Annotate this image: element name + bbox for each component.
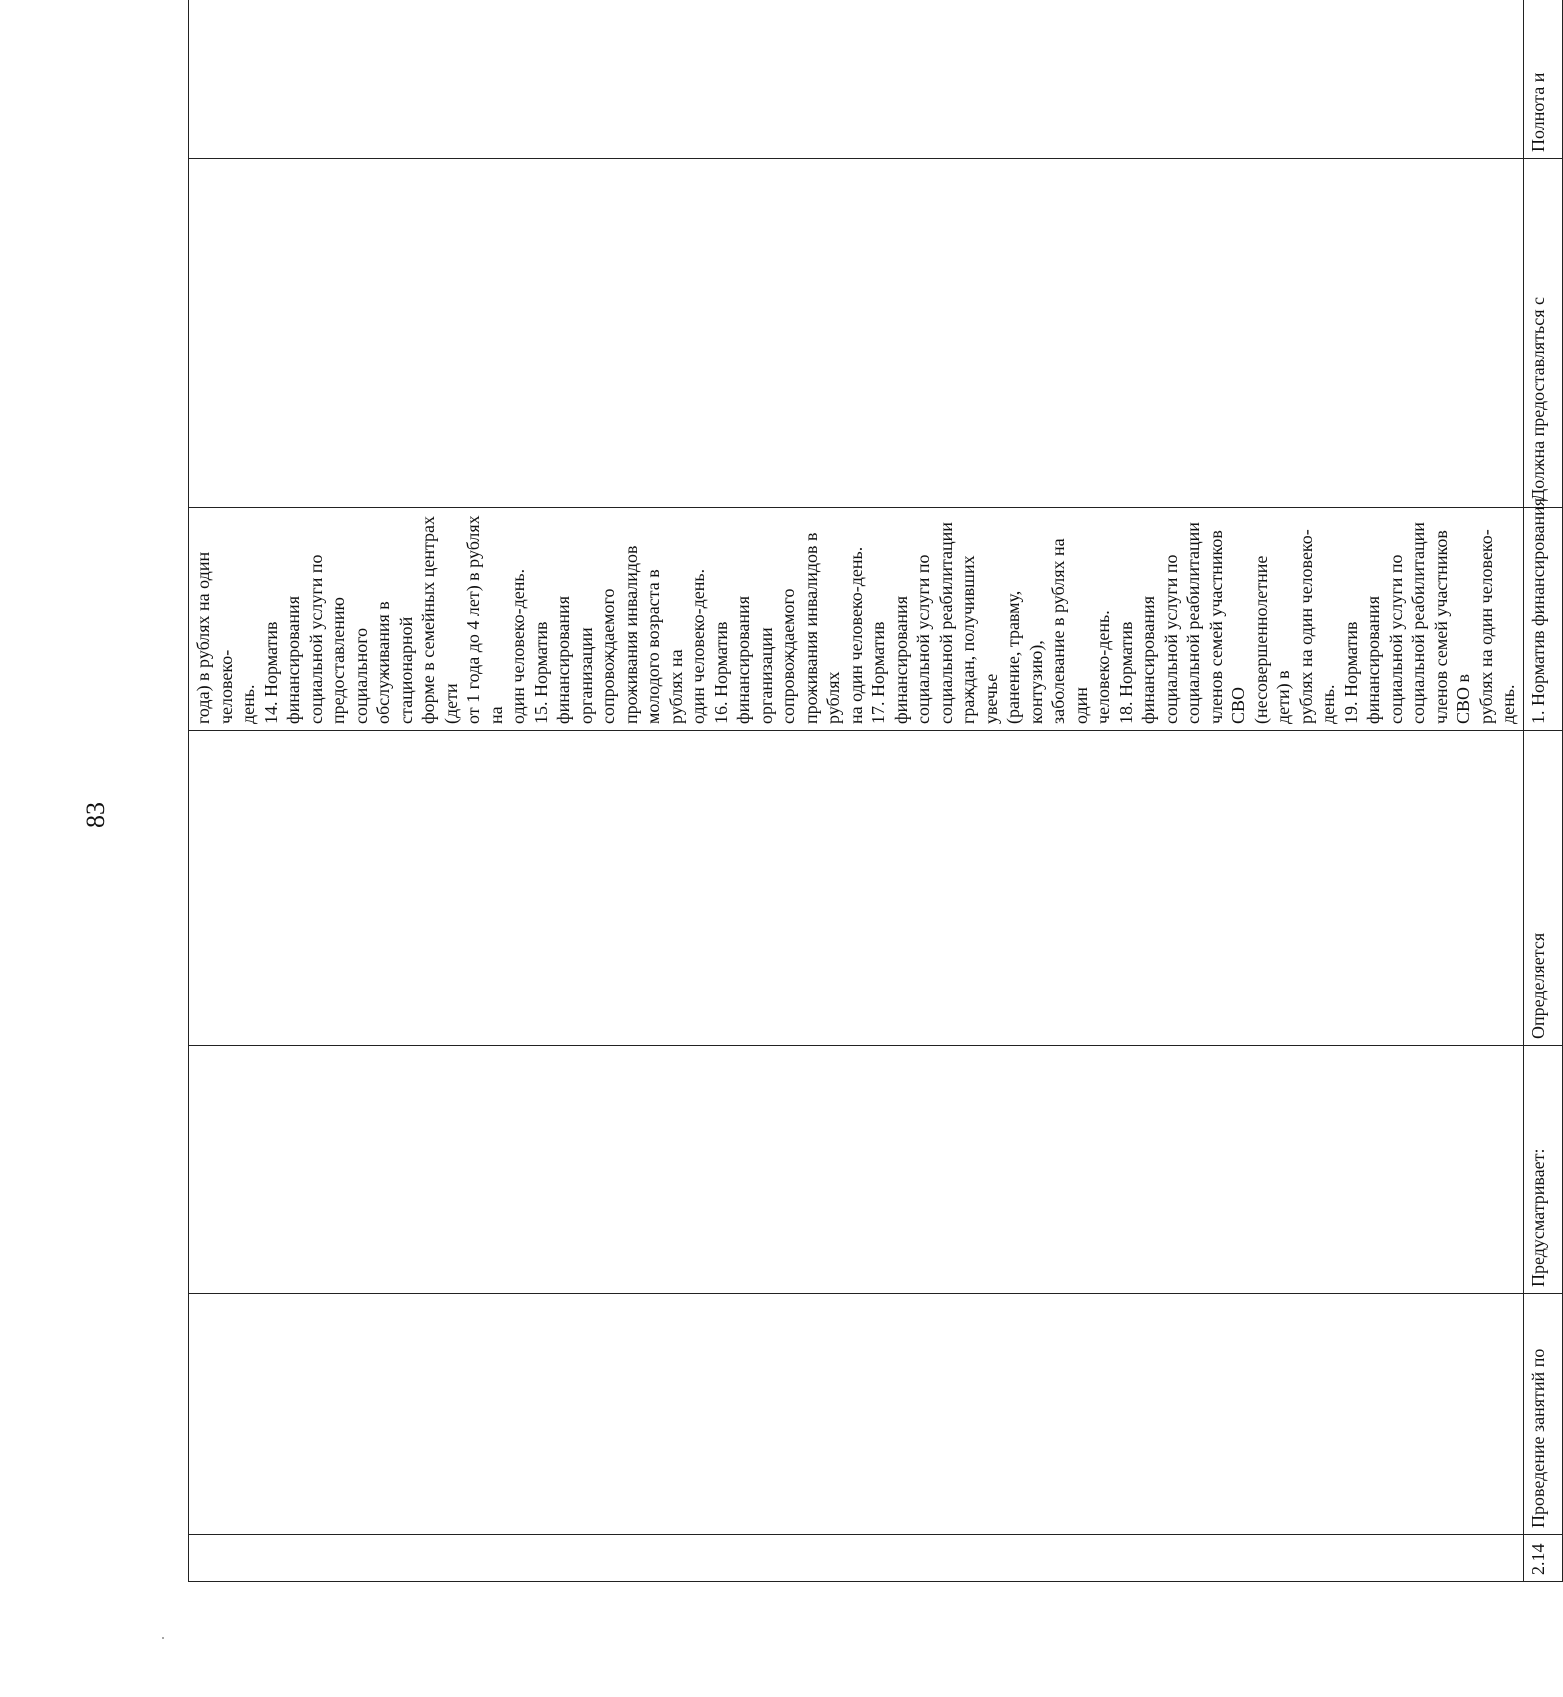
cell-number-empty: [189, 1535, 1524, 1582]
indicator-line: социальной услуги по: [1385, 554, 1406, 724]
indicator-line: 19. Норматив финансирования: [1340, 596, 1383, 724]
indicator-line: день.: [238, 684, 258, 724]
indicator-line: социальной услуги по: [913, 554, 933, 724]
indicator-line: (несовершеннолетние дети) в: [1250, 555, 1293, 724]
cell-financing-indicator: 1. Норматив финансирования: [1523, 508, 1562, 731]
indicators-list: [192, 514, 1520, 724]
cell-indicators-continued: [189, 508, 1524, 731]
table-row-continued: [189, 0, 1524, 1582]
cell-quality: Полнота и: [1523, 0, 1562, 159]
indicator-line: года) в рублях на один человеко-: [193, 551, 236, 724]
indicator-line: социальной реабилитации: [1183, 522, 1203, 724]
indicator-line: организации сопровождаемого: [575, 588, 618, 724]
cell-row-number: 2.14: [1523, 1535, 1562, 1582]
indicator-line: социальной услуги по: [305, 554, 326, 724]
indicator-line: от 1 года до 4 лет) в рублях на: [463, 515, 506, 724]
indicator-line: на один человеко-день.: [845, 546, 866, 724]
indicator-line: проживания инвалидов в рублях: [800, 532, 843, 724]
indicator-line: рублях на один человеко-день.: [1295, 529, 1338, 724]
document-table: [188, 34, 1548, 1582]
cell-quality-empty: [189, 0, 1524, 159]
indicator-line: молодого возраста в рублях на: [643, 569, 686, 724]
indicator-line: обслуживания в стационарной: [373, 601, 416, 724]
services-table: [188, 0, 1563, 1582]
indicator-line: 17. Норматив финансирования: [868, 596, 911, 724]
indicator-line: 15. Норматив финансирования: [530, 596, 573, 724]
indicator-line: предоставлению социального: [328, 596, 371, 724]
indicator-line: проживания инвалидов: [620, 545, 641, 724]
cell-requirement: Должна предоставляться с: [1523, 159, 1562, 508]
indicator-line: один человеко-день.: [508, 568, 528, 724]
indicator-line: рублях на один человеко-день.: [1475, 529, 1518, 724]
indicator-line: (ранение, травму, контузию),: [1003, 590, 1046, 724]
scan-speck: [162, 1637, 164, 1639]
indicator-line: социальной услуги по: [1160, 554, 1181, 724]
cell-content-empty: [189, 1046, 1524, 1294]
indicator-line: организации сопровождаемого: [755, 588, 798, 724]
indicator-line: членов семей участников СВО в: [1430, 530, 1473, 724]
cell-name-empty: [189, 1294, 1524, 1535]
indicator-line: 14. Норматив финансирования: [260, 596, 303, 724]
indicator-line: социальной реабилитации: [935, 522, 956, 724]
indicator-line: граждан, получивших увечье: [958, 555, 1001, 724]
page-number: 83: [81, 802, 110, 828]
indicator-line: один человеко-день.: [688, 568, 708, 724]
indicator-line: заболевание в рублях на один: [1048, 538, 1091, 724]
indicator-line: социальной реабилитации: [1408, 522, 1428, 724]
table-row-2-14: [1523, 0, 1562, 1582]
indicator-line: членов семей участников СВО: [1205, 530, 1248, 724]
indicator-line: 16. Норматив финансирования: [710, 596, 753, 724]
cell-service-name: Проведение занятий по: [1523, 1294, 1562, 1535]
cell-requirements-empty: [189, 159, 1524, 508]
indicator-line: человеко-день.: [1093, 610, 1113, 724]
cell-service-conditions: Определяется: [1523, 731, 1562, 1046]
cell-service-content: Предусматривает:: [1523, 1046, 1562, 1294]
cell-conditions-empty: [189, 731, 1524, 1046]
indicator-line: 18. Норматив финансирования: [1115, 596, 1158, 724]
indicator-line: форме в семейных центрах (дети: [418, 515, 461, 724]
